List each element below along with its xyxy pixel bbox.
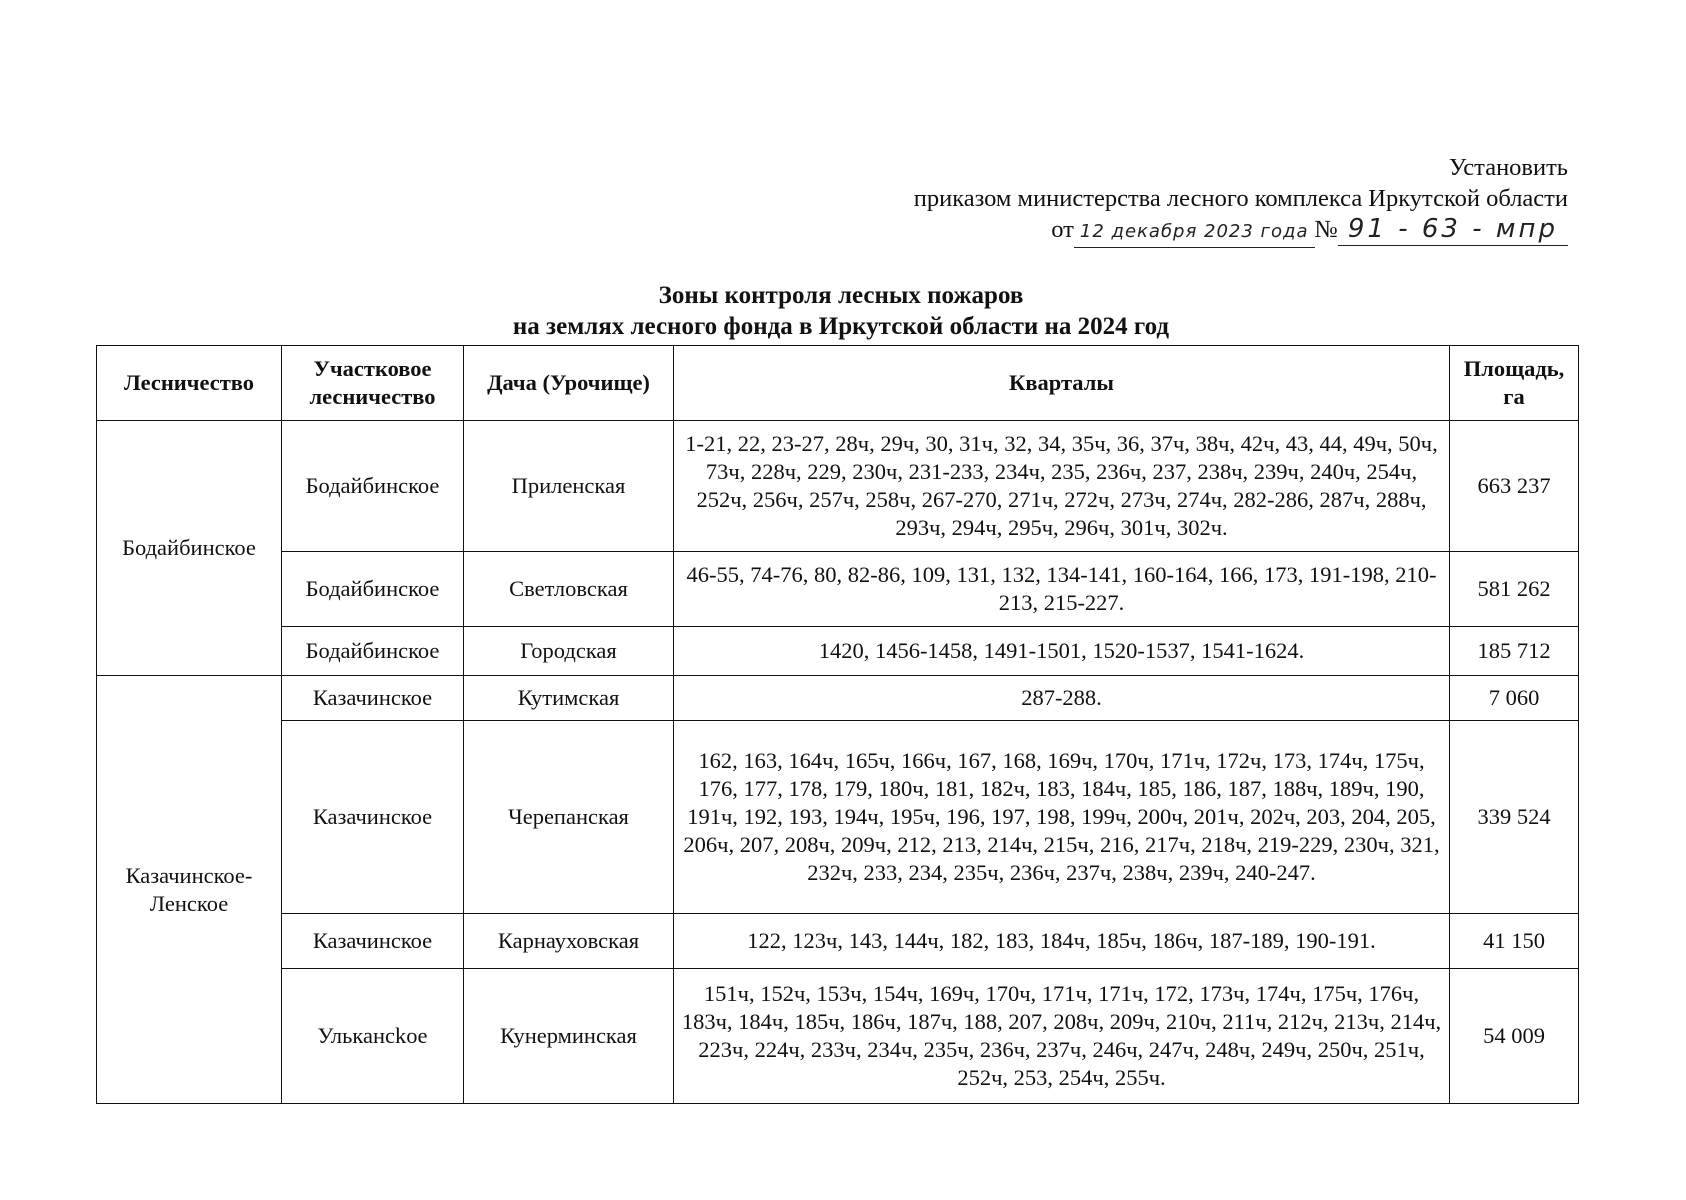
quarters-cell: 162, 163, 164ч, 165ч, 166ч, 167, 168, 169ч, 170ч, 171ч, 172ч, 173, 174ч, 175ч, 176, 177, 178, 179, 180ч, 181, 182ч, 183, 184ч, 185, 186, 187, 188ч, 189ч, 190, 191ч, 192, 193, 194ч, 195ч, 196, 197, 198, 199ч, 200ч, 201ч, 202ч, 203, 204, 205, 206ч, 207, 208ч, 209ч, 212, 213, 214ч, 215ч, 216, 217ч, 218ч, 219-229, 230ч, 321, 232ч, 233, 234, 235ч, 236ч, 237ч, 238ч, 239ч, 240-247. <box>674 721 1450 914</box>
quarters-cell: 151ч, 152ч, 153ч, 154ч, 169ч, 170ч, 171ч, 171ч, 172, 173ч, 174ч, 175ч, 176ч, 183ч, 184ч, 185ч, 186ч, 187ч, 188, 207, 208ч, 209ч, 210ч, 211ч, 212ч, 213ч, 214ч, 223ч, 224ч, 233ч, 234ч, 235ч, 236ч, 237ч, 246ч, 247ч, 248ч, 249ч, 250ч, 251ч, 252ч, 253, 254ч, 255ч. <box>674 969 1450 1104</box>
dacha-cell: Кутимская <box>464 676 674 721</box>
area-cell: 41 150 <box>1450 914 1579 969</box>
quarters-cell: 287-288. <box>674 676 1450 721</box>
approval-block <box>914 152 1568 248</box>
area-cell: 663 237 <box>1450 421 1579 552</box>
dacha-cell: Приленская <box>464 421 674 552</box>
handwritten-date: 12 декабря 2023 года <box>1074 216 1315 248</box>
header-quarters: Кварталы <box>674 346 1450 421</box>
district-cell: Казачинское <box>282 914 464 969</box>
table-row <box>97 552 1579 627</box>
table-row <box>97 914 1579 969</box>
district-cell: Бодайбинское <box>282 627 464 676</box>
dacha-cell: Городская <box>464 627 674 676</box>
quarters-cell: 122, 123ч, 143, 144ч, 182, 183, 184ч, 185ч, 186ч, 187-189, 190-191. <box>674 914 1450 969</box>
document-title <box>96 280 1586 342</box>
number-prefix: № <box>1314 216 1338 243</box>
quarters-cell: 46-55, 74-76, 80, 82-86, 109, 131, 132, 134-141, 160-164, 166, 173, 191-198, 210-213, 215-227. <box>674 552 1450 627</box>
header-dacha: Дача (Урочище) <box>464 346 674 421</box>
forestry-cell: Казачинское-Ленское <box>97 676 282 1104</box>
table-row <box>97 421 1579 552</box>
district-cell: Казачинское <box>282 721 464 914</box>
table-row <box>97 676 1579 721</box>
handwritten-number: 91 - 63 - мпр <box>1338 214 1568 246</box>
table-row <box>97 627 1579 676</box>
title-line-1: Зоны контроля лесных пожаров <box>658 282 1024 309</box>
district-cell: Бодайбинское <box>282 552 464 627</box>
quarters-cell: 1420, 1456-1458, 1491-1501, 1520-1537, 1541-1624. <box>674 627 1450 676</box>
district-cell: Бодайбинское <box>282 421 464 552</box>
title-line-2: на землях лесного фонда в Иркутской области на 2024 год <box>512 313 1170 340</box>
approval-line-2: приказом министерства лесного комплекса Иркутской области <box>913 185 1568 212</box>
quarters-cell: 1-21, 22, 23-27, 28ч, 29ч, 30, 31ч, 32, 34, 35ч, 36, 37ч, 38ч, 42ч, 43, 44, 49ч, 50ч, 73ч, 228ч, 229, 230ч, 231-233, 234ч, 235, 236ч, 237, 238ч, 239ч, 240ч, 254ч, 252ч, 256ч, 257ч, 258ч, 267-270, 271ч, 272ч, 273ч, 274ч, 282-286, 287ч, 288ч, 293ч, 294ч, 295ч, 296ч, 301ч, 302ч. <box>674 421 1450 552</box>
approval-date-line <box>914 214 1568 248</box>
dacha-cell: Кунерминская <box>464 969 674 1104</box>
district-cell: Улькансkoe <box>282 969 464 1104</box>
table-row <box>97 721 1579 914</box>
date-prefix: от <box>1051 216 1074 243</box>
fire-control-zones-table <box>96 345 1579 1104</box>
area-cell: 581 262 <box>1450 552 1579 627</box>
dacha-cell: Карнауховская <box>464 914 674 969</box>
dacha-cell: Черепанская <box>464 721 674 914</box>
area-cell: 54 009 <box>1450 969 1579 1104</box>
dacha-cell: Светловская <box>464 552 674 627</box>
district-cell: Казачинское <box>282 676 464 721</box>
header-district: Участковое лесничество <box>282 346 464 421</box>
forestry-cell: Бодайбинское <box>97 421 282 676</box>
table-header-row <box>97 346 1579 421</box>
approval-line-1: Установить <box>1448 154 1568 181</box>
area-cell: 7 060 <box>1450 676 1579 721</box>
area-cell: 185 712 <box>1450 627 1579 676</box>
area-cell: 339 524 <box>1450 721 1579 914</box>
header-area: Площадь, га <box>1450 346 1579 421</box>
table-row <box>97 969 1579 1104</box>
header-forestry: Лесничество <box>97 346 282 421</box>
